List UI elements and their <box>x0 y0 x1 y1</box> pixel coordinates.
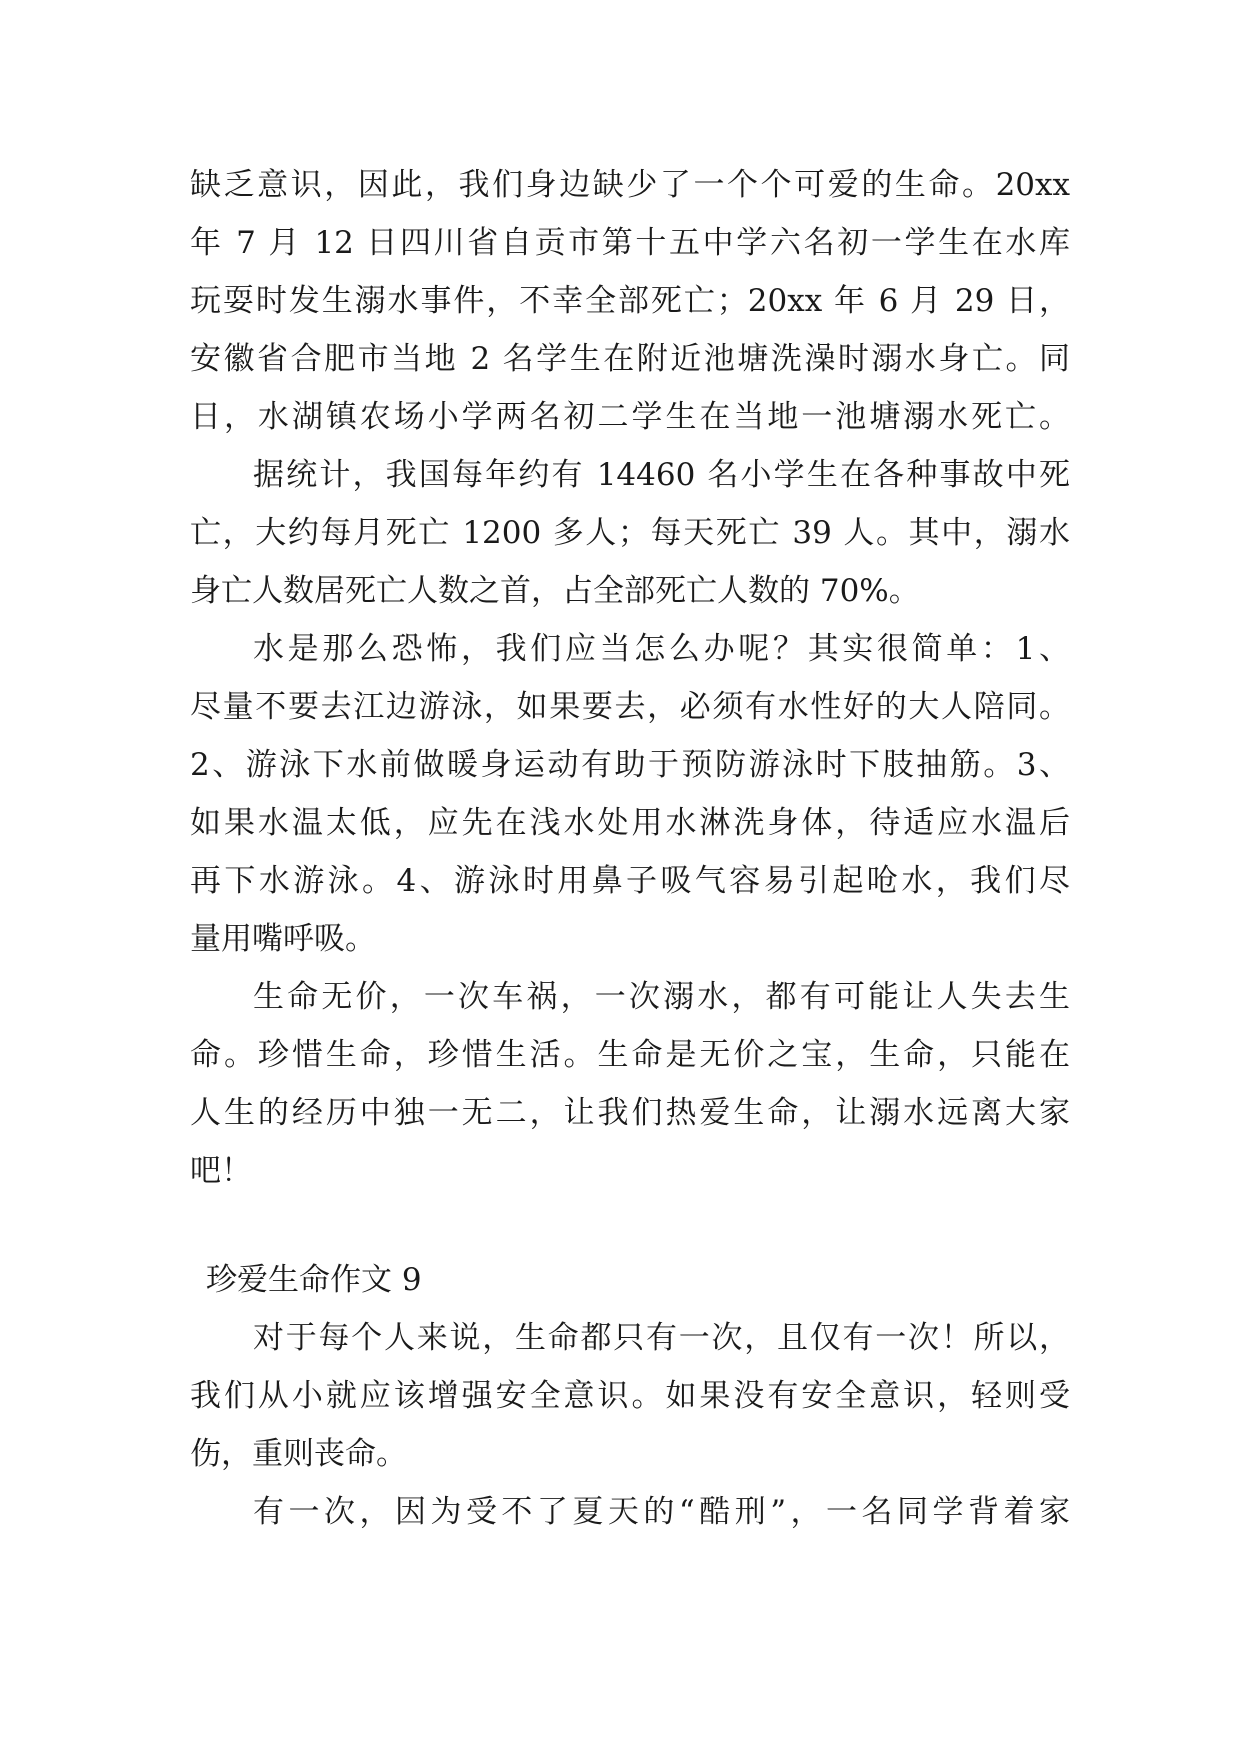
text-line: 量用嘴呼吸。 <box>190 921 376 957</box>
text-line: 对于每个人来说，生命都只有一次，且仅有一次！所以， <box>253 1320 1070 1356</box>
text-line: 人生的经历中独一无二，让我们热爱生命，让溺水远离大家 <box>190 1095 1070 1131</box>
text-line: 日，水湖镇农场小学两名初二学生在当地一池塘溺水死亡。 <box>190 399 1070 435</box>
text-line: 命。珍惜生命，珍惜生活。生命是无价之宝，生命，只能在 <box>190 1037 1070 1073</box>
text-line: 身亡人数居死亡人数之首，占全部死亡人数的 70%。 <box>190 573 920 609</box>
text-line: 我们从小就应该增强安全意识。如果没有安全意识，轻则受 <box>190 1378 1070 1414</box>
text-line: 伤，重则丧命。 <box>190 1436 407 1472</box>
text-line: 亡，大约每月死亡 1200 多人；每天死亡 39 人。其中，溺水 <box>190 515 1070 551</box>
text-line: 尽量不要去江边游泳，如果要去，必须有水性好的大人陪同。 <box>190 689 1070 725</box>
text-line: 安徽省合肥市当地 2 名学生在附近池塘洗澡时溺水身亡。同 <box>190 341 1070 377</box>
text-line: 年 7 月 12 日四川省自贡市第十五中学六名初一学生在水库 <box>190 225 1070 261</box>
text-line: 吧！ <box>190 1153 252 1189</box>
text-line: 水是那么恐怖，我们应当怎么办呢？其实很简单：1、 <box>253 631 1070 667</box>
text-line: 有一次，因为受不了夏天的“酷刑”，一名同学背着家 <box>253 1494 1070 1530</box>
text-line: 玩耍时发生溺水事件，不幸全部死亡；20xx 年 6 月 29 日， <box>190 283 1070 319</box>
text-line: 再下水游泳。4、游泳时用鼻子吸气容易引起呛水，我们尽 <box>190 863 1070 899</box>
section-heading: 珍爱生命作文 9 <box>206 1262 422 1298</box>
text-line: 据统计，我国每年约有 14460 名小学生在各种事故中死 <box>253 457 1070 493</box>
text-line: 如果水温太低，应先在浅水处用水淋洗身体，待适应水温后 <box>190 805 1070 841</box>
text-line: 2、游泳下水前做暖身运动有助于预防游泳时下肢抽筋。3、 <box>190 747 1070 783</box>
text-line: 生命无价，一次车祸，一次溺水，都有可能让人失去生 <box>253 979 1070 1015</box>
text-line: 缺乏意识，因此，我们身边缺少了一个个可爱的生命。20xx <box>190 167 1070 203</box>
